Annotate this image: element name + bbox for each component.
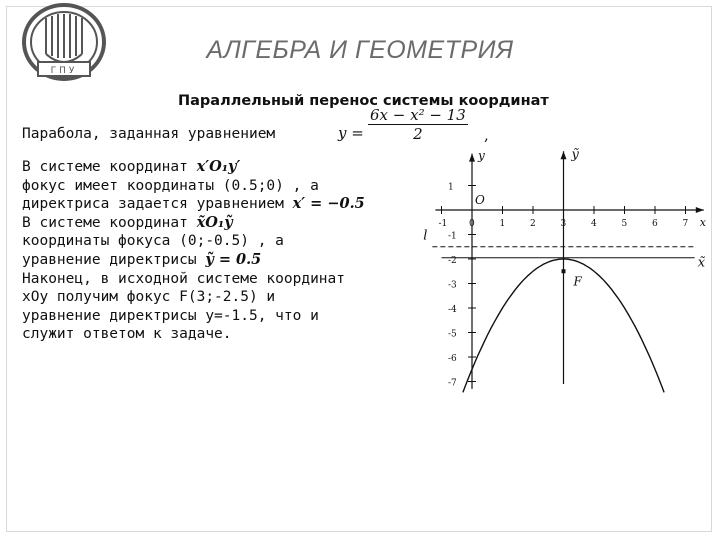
y-tick-label: -5	[448, 329, 457, 340]
x-axis-arrow	[696, 207, 704, 213]
text-line: уравнение директрисы ỹ = 0.5	[22, 250, 262, 268]
text-line: координаты фокуса (0;-0.5) , а	[22, 233, 284, 250]
x-axis-label: x	[699, 216, 707, 229]
slide-subtitle: Параллельный перенос системы координат	[178, 93, 549, 109]
x-tick-label: 2	[530, 219, 536, 229]
text-line: Наконец, в исходной системе координат	[22, 270, 346, 287]
x-tick-label: 4	[591, 219, 597, 229]
math-directrix-2: ỹ = 0.5	[205, 250, 262, 268]
origin-label: O	[475, 193, 485, 207]
math-directrix-1: x′ = −0.5	[292, 195, 365, 213]
text-line: служит ответом к задаче.	[22, 326, 232, 343]
x-tick-label: 5	[621, 219, 628, 229]
shifted-y-label: ỹ	[571, 147, 579, 163]
shifted-x-label: x̃	[697, 255, 706, 271]
x-tick-label: 3	[560, 219, 567, 229]
shifted-y-arrow	[561, 151, 567, 159]
focus-point	[562, 269, 566, 273]
svg-text:ГПУ: ГПУ	[50, 66, 78, 76]
y-tick-label: -4	[448, 305, 457, 315]
y-tick-label: -1	[448, 231, 457, 242]
equation-lhs: y =	[338, 124, 364, 142]
x-tick-label: 7	[682, 219, 689, 229]
math-system-1: x′O₁y′	[196, 158, 241, 175]
y-axis-arrow	[469, 154, 475, 162]
text-line: директриса задается уравнением x′ = −0.5	[22, 195, 365, 213]
text-line: фокус имеет координаты (0.5;0) , а	[22, 177, 319, 194]
text-line: В системе координат x̃O₁ỹ	[22, 213, 233, 231]
directrix-label: l	[423, 228, 428, 244]
y-tick-label: -3	[448, 280, 457, 291]
text-line: В системе координат x′O₁y′	[22, 158, 241, 175]
focus-label: F	[573, 274, 582, 289]
slide-title: АЛГЕБРА И ГЕОМЕТРИЯ	[206, 36, 514, 64]
text-line: хОу получим фокус F(3;-2.5) и	[22, 289, 276, 306]
y-axis-label: y	[478, 148, 485, 163]
fraction-denominator: 2	[413, 125, 423, 143]
text-line: уравнение директрисы у=-1.5, что и	[22, 307, 319, 324]
intro-text: Парабола, заданная уравнением	[22, 126, 276, 142]
math-system-2: x̃O₁ỹ	[196, 213, 233, 231]
x-tick-label: 6	[652, 219, 658, 229]
y-tick-label: -6	[448, 354, 457, 364]
fraction-numerator: 6x − x² − 13	[370, 106, 466, 124]
y-tick-label: -2	[448, 256, 457, 266]
x-tick-label: -1	[438, 219, 448, 229]
y-tick-label: -7	[448, 378, 457, 389]
equation-comma: ,	[484, 126, 489, 144]
x-tick-label: 0	[469, 219, 475, 229]
y-tick-label: 1	[448, 182, 454, 193]
x-tick-label: 1	[499, 219, 506, 229]
